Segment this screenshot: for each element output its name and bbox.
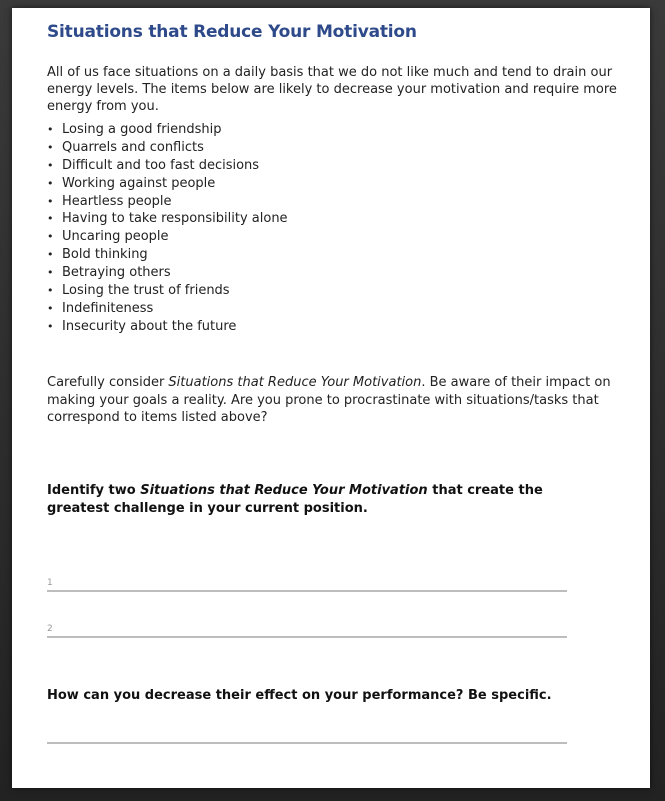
list-item: • Indefiniteness (47, 300, 154, 316)
list-item: • Losing a good friendship (47, 122, 222, 137)
worksheet-page (12, 8, 650, 788)
situation-list (47, 121, 288, 336)
list-item: • Losing the trust of friends (47, 283, 230, 299)
list-item: • Difficult and too fast decisions (47, 157, 260, 173)
bullet-icon: • (47, 319, 54, 333)
answer-number-2: 2 (47, 624, 53, 634)
list-item: • Betraying others (47, 265, 171, 281)
bullet-icon: • (47, 176, 54, 190)
list-item: • Having to take responsibility alone (47, 211, 288, 227)
consider-paragraph: Carefully consider Situations that Reduce Your Motivation. Be aware of their impact on making your goals a reality. Are you prone to procrastinate with situations/tasks that correspond to items listed above? (47, 375, 611, 425)
bullet-icon: • (47, 158, 54, 172)
list-item: • Insecurity about the future (47, 318, 237, 334)
list-item: • Quarrels and conflicts (47, 139, 204, 155)
intro-paragraph: All of us face situations on a daily basis that we do not like much and tend to drain our energy levels. The items below are likely to decrease your motivation and require more energy from you. (47, 65, 617, 114)
answer-number-1: 1 (47, 578, 53, 588)
bullet-icon: • (47, 266, 54, 280)
page-title: Situations that Reduce Your Motivation (47, 22, 417, 42)
list-item: • Bold thinking (47, 247, 148, 263)
list-item: • Uncaring people (47, 229, 169, 245)
bullet-icon: • (47, 230, 54, 244)
answer-line-2[interactable] (47, 636, 567, 638)
bullet-icon: • (47, 301, 54, 315)
list-item: • Heartless people (47, 193, 172, 209)
bullet-icon: • (47, 284, 54, 298)
question-identify: Identify two Situations that Reduce Your Motivation that create the greatest challenge in your current position. (47, 483, 543, 516)
bullet-icon: • (47, 140, 54, 154)
question-decrease-effect: How can you decrease their effect on your performance? Be specific. (47, 688, 552, 703)
bullet-icon: • (47, 123, 54, 136)
bullet-icon: • (47, 212, 54, 226)
answer-line-3[interactable] (47, 742, 567, 744)
answer-line-1[interactable] (47, 590, 567, 592)
bullet-icon: • (47, 194, 54, 208)
list-item: • Working against people (47, 175, 216, 191)
bullet-icon: • (47, 248, 54, 262)
